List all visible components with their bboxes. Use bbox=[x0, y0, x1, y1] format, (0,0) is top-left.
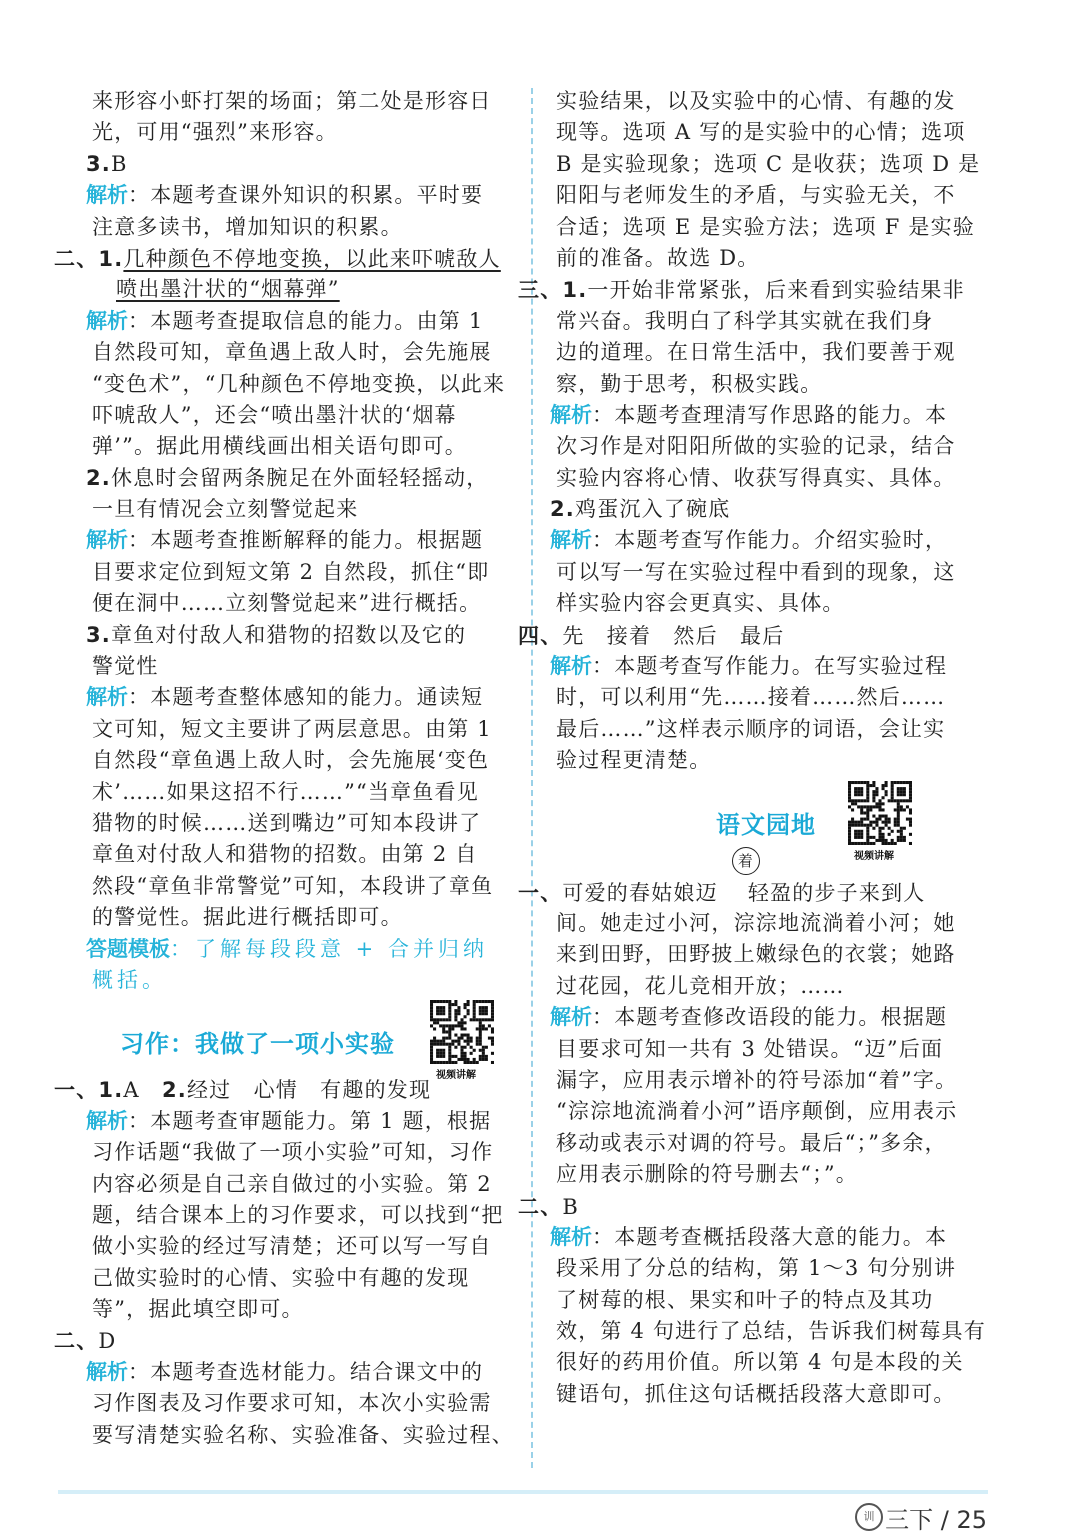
text-line bbox=[86, 369, 518, 400]
text-line bbox=[86, 745, 518, 776]
section-number: 一、 bbox=[518, 879, 563, 905]
underlined-answer: 喷出墨汁状的“烟幕弹” bbox=[116, 277, 340, 302]
text-line bbox=[86, 1169, 518, 1200]
text-line bbox=[86, 902, 518, 933]
qr-code-icon bbox=[848, 781, 912, 845]
text: 警觉性 bbox=[92, 654, 159, 679]
text-line bbox=[518, 1191, 992, 1222]
text: 时，可以利用“先……接着……然后…… bbox=[556, 685, 946, 710]
text: 题，结合课本上的习作要求，可以找到“把 bbox=[92, 1202, 504, 1227]
text: 术’……如果这招不行……”“当章鱼看见 bbox=[92, 779, 479, 804]
text: 弹’”。据此用横线画出相关语句即可。 bbox=[92, 434, 468, 459]
text: ：本题考查审题能力。第 1 题，根据 bbox=[128, 1108, 492, 1133]
text: 一开始非常紧张，后来看到实验结果非 bbox=[587, 278, 965, 303]
text-line bbox=[86, 682, 518, 713]
text-line bbox=[86, 212, 518, 243]
text: 休息时会留两条腕足在外面轻轻摇动， bbox=[111, 465, 489, 490]
page-number: 三下 / 25 bbox=[885, 1506, 987, 1534]
text-line bbox=[550, 494, 992, 525]
text: “变色术”，“几种颜色不停地变换，以此来 bbox=[92, 371, 506, 396]
text: 自然段可知，章鱼遇上敌人时，会先施展 bbox=[92, 340, 492, 365]
text-line bbox=[86, 86, 518, 117]
text-line bbox=[550, 1285, 992, 1316]
text: 己做实验时的心情、实验中有趣的发现 bbox=[92, 1265, 470, 1290]
item-number: 3. bbox=[86, 622, 111, 647]
text: 漏字，应用表示增补的符号添加“着”字。 bbox=[556, 1067, 958, 1092]
section-header bbox=[86, 996, 518, 1082]
text: 样实验内容会更真实、具体。 bbox=[556, 591, 845, 616]
text: 来形容小虾打架的场面；第二处是形容日 bbox=[92, 89, 492, 113]
analysis-label: 解析 bbox=[86, 685, 128, 710]
text-line bbox=[86, 1263, 518, 1294]
analysis-label: 解析 bbox=[86, 1108, 128, 1133]
section-number: 二、 bbox=[54, 245, 99, 271]
text-line bbox=[86, 337, 518, 368]
right-column bbox=[518, 86, 992, 1410]
text: 来到田野，田野披上嫩绿色的衣裳；她路 bbox=[556, 942, 956, 967]
text: 章鱼对付敌人和猎物的招数以及它的 bbox=[111, 622, 467, 647]
text: 过花园，花儿竞相开放；…… bbox=[556, 973, 845, 998]
text: 等”，据此填空即可。 bbox=[92, 1297, 304, 1322]
item-number: 2. bbox=[86, 465, 111, 490]
text-line bbox=[86, 306, 518, 337]
text: 最后……”这样表示顺序的词语，会让实 bbox=[556, 716, 946, 741]
text-line bbox=[86, 1106, 518, 1137]
text: ：本题考查课外知识的积累。平时要 bbox=[128, 183, 484, 208]
text-line bbox=[550, 337, 992, 368]
template-text: 概括。 bbox=[92, 967, 167, 992]
section-header bbox=[550, 777, 992, 862]
text: 吓唬敌人”，还会“喷出墨汁状的‘烟幕 bbox=[92, 402, 457, 427]
text-line bbox=[86, 274, 518, 305]
section-number: 三、 bbox=[518, 277, 563, 303]
text: 猎物的时候……送到嘴边”可知本段讲了 bbox=[92, 810, 482, 835]
text: 应用表示删除的符号删去“；”。 bbox=[556, 1162, 858, 1187]
text-line bbox=[550, 714, 992, 745]
text-line bbox=[550, 180, 992, 211]
item-number: 2. bbox=[161, 1078, 187, 1103]
text-line bbox=[86, 620, 518, 651]
text-line bbox=[86, 525, 518, 556]
item-number: 1. bbox=[562, 278, 588, 303]
text: 章鱼对付敌人和猎物的招数。由第 2 自 bbox=[92, 842, 478, 867]
text-line bbox=[550, 243, 992, 274]
text-line bbox=[550, 1002, 992, 1033]
text-line bbox=[86, 180, 518, 211]
analysis-label: 解析 bbox=[86, 528, 128, 553]
text-line bbox=[550, 525, 992, 556]
text-line bbox=[86, 1137, 518, 1168]
text: 效，第 4 句进行了总结，告诉我们树莓具有 bbox=[556, 1319, 986, 1344]
underlined-answer: 几种颜色不停地变换，以此来吓唬敌人 bbox=[123, 246, 501, 271]
text-line bbox=[550, 117, 992, 148]
text-line bbox=[54, 1325, 518, 1356]
text: ：本题考查概括段落大意的能力。本 bbox=[592, 1224, 948, 1249]
text: 习作话题“我做了一项小实验”可知，习作 bbox=[92, 1140, 494, 1165]
text: 自然段“章鱼遇上敌人时，会先施展‘变色 bbox=[92, 748, 490, 773]
text-line bbox=[550, 1034, 992, 1065]
section-number: 二、 bbox=[518, 1193, 563, 1219]
text: 合适；选项 E 是实验方法；选项 F 是实验 bbox=[556, 214, 975, 239]
text-line bbox=[86, 714, 518, 745]
text-line bbox=[550, 557, 992, 588]
section-number: 四、 bbox=[518, 622, 563, 648]
text-line bbox=[86, 808, 518, 839]
text: ：本题考查修改语段的能力。根据题 bbox=[592, 1005, 948, 1030]
text-line bbox=[550, 1379, 992, 1410]
text: 目要求可知一共有 3 处错误。“迈”后面 bbox=[556, 1036, 944, 1061]
text: 阳阳与老师发生的矛盾，与实验无关，不 bbox=[556, 183, 956, 208]
text-line bbox=[550, 400, 992, 431]
text: 现等。选项 A 写的是实验中的心情；选项 bbox=[556, 120, 966, 145]
text: 次习作是对阳阳所做的实验的记录，结合 bbox=[556, 434, 956, 459]
qr-code-icon bbox=[430, 1000, 494, 1064]
text: 鸡蛋沉入了碗底 bbox=[575, 497, 731, 522]
text: 经过 心情 有趣的发现 bbox=[186, 1078, 432, 1103]
analysis-label: 解析 bbox=[86, 308, 128, 333]
text: 习作图表及习作要求可知，本次小实验需 bbox=[92, 1391, 492, 1416]
text: 做小实验的经过写清楚；还可以写一写自 bbox=[92, 1234, 492, 1259]
text: 了树莓的根、果实和叶子的特点及其功 bbox=[556, 1287, 934, 1312]
text-line bbox=[550, 682, 992, 713]
text-line bbox=[86, 588, 518, 619]
text: 边的道理。在日常生活中，我们要善于观 bbox=[556, 340, 956, 365]
text: 目要求定位到短文第 2 自然段，抓住“即 bbox=[92, 559, 490, 584]
text-line bbox=[86, 431, 518, 462]
section-number: 一、 bbox=[54, 1077, 99, 1103]
text-line bbox=[86, 117, 518, 148]
item-number: 1. bbox=[98, 246, 124, 271]
analysis-label: 解析 bbox=[550, 1224, 592, 1249]
text: 实验结果，以及实验中的心情、有趣的发 bbox=[556, 89, 956, 113]
text: 键语句，抓住这句话概括段落大意即可。 bbox=[556, 1381, 956, 1406]
section-title: 语文园地 bbox=[716, 810, 816, 839]
text-line bbox=[550, 939, 992, 970]
text: 先 接着 然后 最后 bbox=[562, 623, 785, 648]
text-line bbox=[550, 1159, 992, 1190]
text: 察，勤于思考，积极实践。 bbox=[556, 371, 823, 396]
text: 常兴奋。我明白了科学其实就在我们身 bbox=[556, 308, 934, 333]
text-line bbox=[550, 1253, 992, 1284]
text: 注意多读书，增加知识的积累。 bbox=[92, 214, 403, 239]
analysis-label: 解析 bbox=[550, 402, 592, 427]
analysis-label: 解析 bbox=[86, 1359, 128, 1384]
section-number: 二、 bbox=[54, 1328, 99, 1354]
text: 光，可用“强烈”来形容。 bbox=[92, 120, 338, 145]
footer-rule bbox=[58, 1490, 988, 1494]
text-line bbox=[86, 1357, 518, 1388]
text-line bbox=[86, 934, 518, 965]
text-line bbox=[86, 149, 518, 180]
item-number: 3. bbox=[86, 151, 111, 176]
text: B bbox=[111, 151, 128, 176]
badge-icon: 训 bbox=[855, 1503, 883, 1531]
text: A bbox=[123, 1078, 162, 1103]
text: 可爱的春姑娘迈 轻盈的步子来到人 bbox=[562, 880, 926, 905]
text-line bbox=[550, 212, 992, 243]
text-line bbox=[86, 463, 518, 494]
spacer bbox=[550, 855, 992, 877]
text-line bbox=[550, 745, 992, 776]
text: 然段“章鱼非常警觉”可知，本段讲了章鱼 bbox=[92, 873, 494, 898]
text-line bbox=[86, 1200, 518, 1231]
template-text: ：了解每段段意 + 合并归纳 bbox=[170, 936, 488, 961]
analysis-label: 解析 bbox=[550, 654, 592, 679]
text-line bbox=[550, 588, 992, 619]
text-line bbox=[550, 431, 992, 462]
text: ：本题考查理清写作思路的能力。本 bbox=[592, 402, 948, 427]
text-line bbox=[550, 1316, 992, 1347]
text-line bbox=[550, 971, 992, 1002]
insert-mark: 着 bbox=[732, 847, 760, 875]
analysis-label: 解析 bbox=[550, 528, 592, 553]
text: ：本题考查选材能力。结合课文中的 bbox=[128, 1359, 484, 1384]
text-line bbox=[550, 651, 992, 682]
text: 内容必须是自己亲自做过的小实验。第 2 bbox=[92, 1171, 492, 1196]
text-line bbox=[54, 243, 518, 274]
text-line bbox=[86, 1294, 518, 1325]
text-line bbox=[86, 965, 518, 996]
text-line bbox=[86, 1388, 518, 1419]
text: ：本题考查整体感知的能力。通读短 bbox=[128, 685, 484, 710]
text: B 是实验现象；选项 C 是收获；选项 D 是 bbox=[556, 151, 981, 176]
text: 要写清楚实验名称、实验准备、实验过程、 bbox=[92, 1422, 514, 1447]
text-line bbox=[86, 871, 518, 902]
text: ：本题考查写作能力。介绍实验时， bbox=[592, 528, 948, 553]
text: 实验内容将心情、收获写得真实、具体。 bbox=[556, 465, 956, 490]
analysis-label: 答题模板 bbox=[86, 936, 170, 961]
text-line bbox=[550, 463, 992, 494]
text-line bbox=[550, 1222, 992, 1253]
text: ：本题考查写作能力。在写实验过程 bbox=[592, 654, 948, 679]
item-number: 1. bbox=[98, 1078, 124, 1103]
text-line bbox=[550, 306, 992, 337]
text-line bbox=[550, 1128, 992, 1159]
text-line bbox=[86, 839, 518, 870]
text-line bbox=[86, 557, 518, 588]
text: 便在洞中……立刻警觉起来”进行概括。 bbox=[92, 591, 482, 616]
text-line bbox=[550, 86, 992, 117]
analysis-label: 解析 bbox=[86, 183, 128, 208]
text: B bbox=[562, 1194, 580, 1219]
item-number: 2. bbox=[550, 497, 575, 522]
text-line bbox=[86, 651, 518, 682]
text-line bbox=[86, 1420, 518, 1451]
text: 移动或表示对调的符号。最后“；”多余， bbox=[556, 1130, 947, 1155]
text-line bbox=[86, 1231, 518, 1262]
text-line bbox=[550, 1096, 992, 1127]
text-line bbox=[550, 149, 992, 180]
text: 文可知，短文主要讲了两层意思。由第 1 bbox=[92, 716, 492, 741]
text-line bbox=[86, 494, 518, 525]
text-line bbox=[550, 908, 992, 939]
qr-label: 视频讲解 bbox=[854, 850, 894, 862]
text: 可以写一写在实验过程中看到的现象，这 bbox=[556, 559, 956, 584]
text: 的警觉性。据此进行概括即可。 bbox=[92, 905, 403, 930]
analysis-label: 解析 bbox=[550, 1005, 592, 1030]
text: 段采用了分总的结构，第 1～3 句分别讲 bbox=[556, 1256, 957, 1281]
section-title: 习作：我做了一项小实验 bbox=[120, 1030, 395, 1059]
text-line bbox=[550, 1065, 992, 1096]
text-line bbox=[550, 369, 992, 400]
text: 很好的药用价值。所以第 4 句是本段的关 bbox=[556, 1350, 964, 1375]
qr-label: 视频讲解 bbox=[436, 1070, 476, 1082]
text: ：本题考查推断解释的能力。根据题 bbox=[128, 528, 484, 553]
text-line bbox=[86, 777, 518, 808]
text-line bbox=[86, 400, 518, 431]
text-line bbox=[518, 274, 992, 305]
text: “淙淙地流淌着小河”语序颠倒，应用表示 bbox=[556, 1099, 958, 1124]
text-line bbox=[518, 620, 992, 651]
text-line bbox=[550, 1347, 992, 1378]
text: 前的准备。故选 D。 bbox=[556, 245, 760, 270]
left-column bbox=[54, 86, 518, 1451]
text: 间。她走过小河，淙淙地流淌着小河；她 bbox=[556, 910, 956, 935]
text: 一旦有情况会立刻警觉起来 bbox=[92, 497, 359, 522]
text: ：本题考查提取信息的能力。由第 1 bbox=[128, 308, 484, 333]
text: 验过程更清楚。 bbox=[556, 748, 712, 773]
text: D bbox=[98, 1329, 117, 1354]
